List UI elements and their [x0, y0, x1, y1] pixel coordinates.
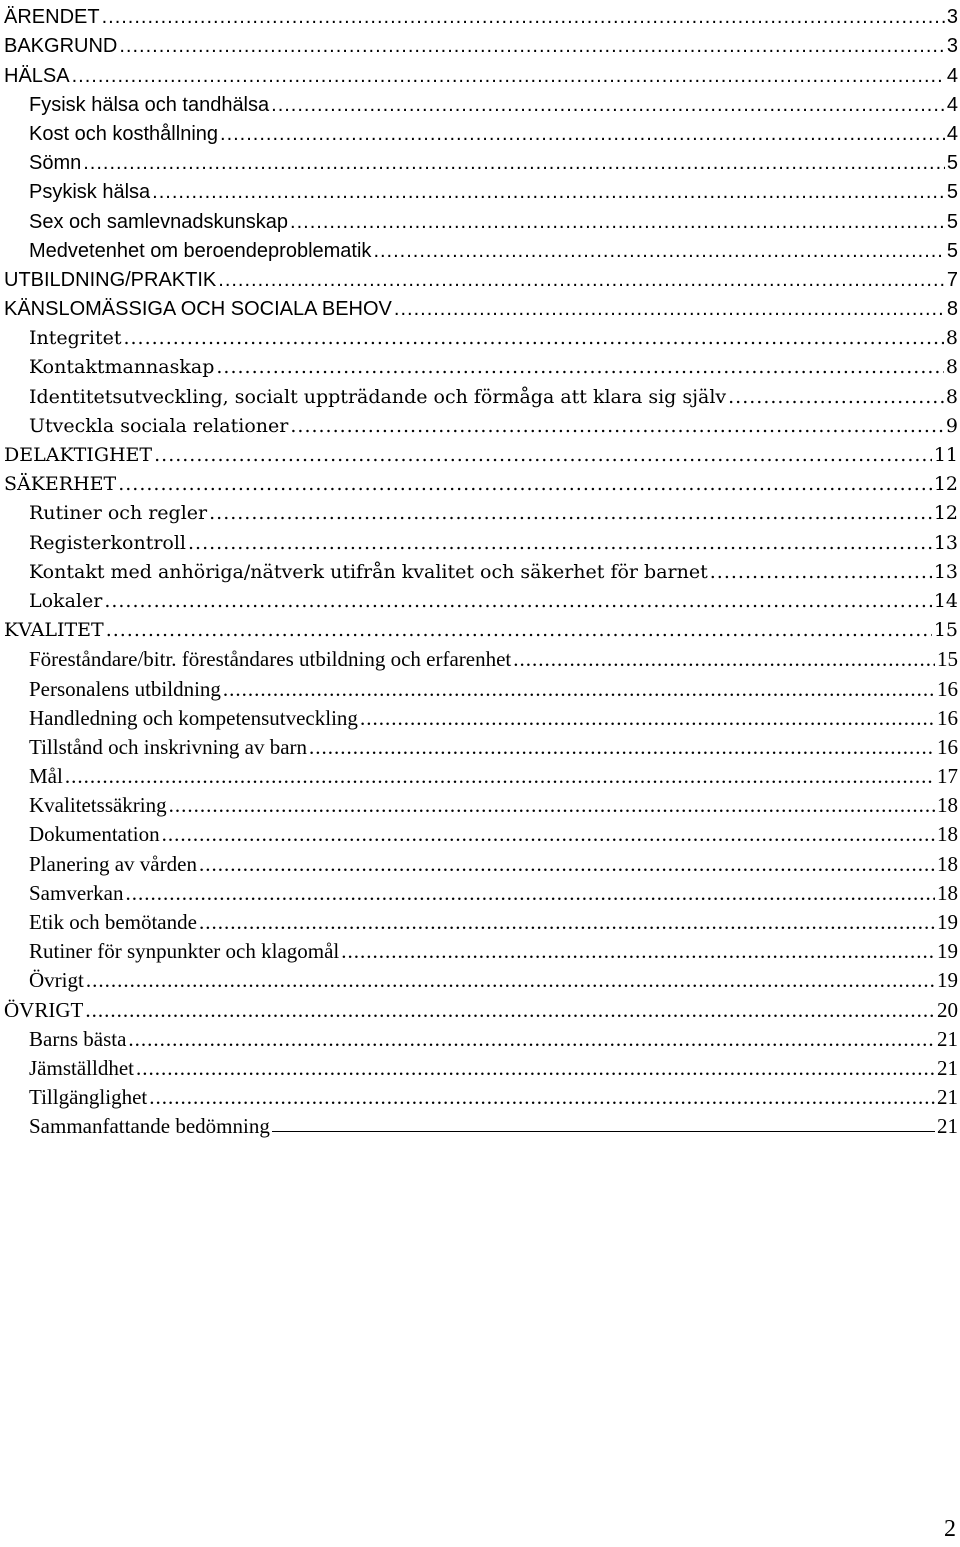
- toc-entry[interactable]: [4, 1080, 958, 1109]
- toc-entry[interactable]: [4, 642, 958, 671]
- toc-entry[interactable]: [4, 146, 958, 175]
- toc-entry-title: Sammanfattande bedömning: [29, 1114, 270, 1139]
- toc-leader: [199, 852, 935, 876]
- toc-entry-title: Sex och samlevnadskunskap: [29, 210, 289, 233]
- toc-leader: [85, 998, 935, 1022]
- toc-entry-page: 21: [937, 1026, 958, 1051]
- toc-entry-page: 13: [933, 560, 958, 583]
- toc-entry-title: Fysisk hälsa och tandhälsa: [29, 93, 270, 116]
- toc-leader: [360, 706, 935, 730]
- toc-entry-title: UTBILDNING/PRAKTIK: [4, 268, 217, 291]
- toc-entry-title: BAKGRUND: [4, 35, 118, 58]
- toc-leader: [106, 618, 932, 642]
- toc-entry-page: 18: [937, 851, 958, 876]
- toc-leader: [83, 151, 945, 175]
- toc-entry-page: 5: [946, 210, 958, 233]
- toc-entry-title: Samverkan: [29, 880, 124, 905]
- toc-entry[interactable]: [4, 263, 958, 292]
- toc-leader: [119, 34, 945, 58]
- toc-entry-page: 21: [937, 1114, 958, 1139]
- toc-leader: [72, 64, 945, 88]
- toc-entry[interactable]: [4, 292, 958, 321]
- toc-entry[interactable]: [4, 467, 958, 496]
- toc-entry[interactable]: [4, 496, 958, 525]
- toc-leader: [218, 268, 945, 292]
- toc-entry-page: 14: [933, 589, 958, 612]
- toc-entry-title: Jämställdhet: [29, 1055, 134, 1080]
- toc-leader: [223, 677, 935, 701]
- toc-entry-title: Handledning och kompetensutveckling: [29, 705, 358, 730]
- toc-entry-page: 12: [933, 473, 958, 496]
- toc-leader: [123, 326, 943, 350]
- toc-entry-title: Föreståndare/bitr. föreståndares utbildning och erfarenhet: [29, 647, 512, 672]
- toc-entry[interactable]: [4, 584, 958, 613]
- toc-leader: [104, 589, 932, 613]
- toc-entry-page: 16: [937, 676, 958, 701]
- toc-entry-page: 7: [946, 268, 958, 291]
- toc-entry-page: 8: [945, 356, 958, 379]
- toc-entry-page: 16: [937, 734, 958, 759]
- toc-entry[interactable]: [4, 88, 958, 117]
- toc-entry-page: 19: [937, 910, 958, 934]
- toc-entry-title: Kontakt med anhöriga/nätverk utifrån kvalitet och säkerhet för barnet: [29, 560, 708, 583]
- toc-entry[interactable]: [4, 350, 958, 379]
- toc-entry-page: 5: [946, 152, 958, 175]
- toc-entry-page: 4: [946, 122, 958, 145]
- toc-entry[interactable]: [4, 525, 958, 554]
- toc-entry-page: 5: [946, 181, 958, 204]
- toc-entry-title: KÄNSLOMÄSSIGA OCH SOCIALA BEHOV: [4, 298, 392, 321]
- toc-leader: [188, 531, 932, 555]
- table-of-contents: [4, 0, 958, 1138]
- toc-entry[interactable]: [4, 963, 958, 992]
- toc-leader: [86, 968, 935, 992]
- toc-entry-title: Tillstånd och inskrivning av barn: [29, 734, 308, 759]
- toc-entry-title: Personalens utbildning: [29, 676, 221, 701]
- toc-leader: [290, 210, 945, 234]
- toc-entry[interactable]: [4, 759, 958, 788]
- toc-leader: [290, 414, 944, 438]
- toc-entry-title: SÄKERHET: [4, 473, 117, 496]
- toc-leader: [710, 560, 932, 584]
- toc-entry-title: ÄRENDET: [4, 6, 100, 29]
- toc-entry[interactable]: [4, 175, 958, 204]
- toc-leader: [209, 501, 932, 525]
- toc-entry[interactable]: [4, 204, 958, 233]
- toc-leader: [309, 735, 935, 759]
- toc-entry[interactable]: [4, 671, 958, 700]
- toc-entry-title: Utveckla sociala relationer: [29, 414, 289, 437]
- toc-leader: [220, 122, 945, 146]
- toc-entry[interactable]: [4, 730, 958, 759]
- toc-entry[interactable]: [4, 905, 958, 934]
- toc-entry[interactable]: [4, 701, 958, 730]
- toc-leader: [216, 355, 944, 379]
- toc-entry-title: DELAKTIGHET: [4, 444, 153, 466]
- toc-entry[interactable]: [4, 817, 958, 846]
- toc-entry-title: Rutiner för synpunkter och klagomål: [29, 939, 340, 964]
- toc-entry-title: Psykisk hälsa: [29, 181, 151, 204]
- toc-entry-page: 12: [933, 502, 958, 525]
- toc-entry-title: Mål: [29, 764, 63, 789]
- toc-leader: [136, 1056, 935, 1080]
- toc-entry-title: Identitetsutveckling, socialt uppträdande och förmåga att klara sig själv: [29, 385, 727, 408]
- toc-entry[interactable]: [4, 934, 958, 963]
- toc-entry-page: 18: [937, 880, 958, 905]
- toc-entry-page: 8: [946, 298, 958, 321]
- toc-leader: [341, 939, 935, 963]
- toc-leader: [118, 472, 932, 496]
- toc-entry-title: Rutiner och regler: [29, 502, 208, 525]
- toc-entry-page: 3: [946, 35, 958, 58]
- toc-entry-page: 5: [946, 239, 958, 262]
- toc-entry[interactable]: [4, 876, 958, 905]
- toc-entry[interactable]: [4, 846, 958, 875]
- toc-leader: [154, 443, 932, 467]
- toc-entry-title: Kontaktmannaskap: [29, 356, 215, 379]
- toc-entry[interactable]: [4, 29, 958, 58]
- toc-entry[interactable]: [4, 992, 958, 1021]
- toc-entry[interactable]: [4, 1109, 958, 1138]
- toc-entry-page: 17: [937, 764, 958, 789]
- toc-entry[interactable]: [4, 1022, 958, 1051]
- toc-leader: [162, 822, 935, 846]
- toc-entry-title: KVALITET: [4, 619, 104, 642]
- toc-entry-title: Etik och bemötande: [29, 910, 197, 934]
- toc-entry-page: 4: [946, 93, 958, 116]
- toc-entry-page: 16: [937, 705, 958, 730]
- toc-leader: [152, 180, 945, 204]
- toc-entry-title: HÄLSA: [4, 64, 70, 87]
- toc-entry[interactable]: [4, 0, 958, 29]
- toc-entry[interactable]: [4, 234, 958, 263]
- toc-entry[interactable]: [4, 788, 958, 817]
- toc-entry-page: 8: [945, 327, 958, 350]
- toc-leader: [373, 239, 944, 263]
- toc-leader: [272, 1119, 935, 1132]
- toc-entry-page: 20: [937, 997, 958, 1022]
- toc-entry[interactable]: [4, 438, 958, 467]
- toc-entry[interactable]: [4, 379, 958, 408]
- toc-entry[interactable]: [4, 613, 958, 642]
- toc-entry-page: 21: [937, 1055, 958, 1080]
- toc-entry-page: 21: [937, 1085, 958, 1110]
- toc-entry-title: Kvalitetssäkring: [29, 793, 167, 818]
- toc-leader: [128, 1027, 935, 1051]
- toc-entry-page: 3: [946, 6, 958, 29]
- toc-entry-page: 19: [937, 968, 958, 993]
- toc-entry[interactable]: [4, 555, 958, 584]
- toc-entry-title: ÖVRIGT: [4, 997, 84, 1022]
- toc-entry-title: Lokaler: [29, 589, 103, 612]
- toc-entry-title: Övrigt: [29, 968, 84, 993]
- toc-entry-page: 11: [933, 444, 958, 466]
- toc-leader: [271, 93, 945, 117]
- toc-leader: [728, 385, 944, 409]
- toc-entry-title: Barns bästa: [29, 1026, 127, 1051]
- toc-entry-page: 19: [937, 939, 958, 964]
- toc-entry[interactable]: [4, 1051, 958, 1080]
- toc-entry[interactable]: [4, 117, 958, 146]
- toc-entry-title: Sömn: [29, 152, 82, 175]
- toc-entry-title: Planering av vården: [29, 851, 197, 876]
- toc-entry-title: Kost och kosthållning: [29, 122, 219, 145]
- toc-leader: [394, 297, 945, 321]
- toc-entry[interactable]: [4, 58, 958, 87]
- toc-entry-page: 4: [946, 64, 958, 87]
- toc-entry-page: 18: [937, 822, 958, 847]
- toc-entry-title: Medvetenhet om beroendeproblematik: [29, 239, 372, 262]
- toc-leader: [102, 5, 945, 29]
- toc-entry-page: 18: [937, 793, 958, 818]
- toc-leader: [169, 793, 935, 817]
- toc-entry-page: 13: [933, 531, 958, 554]
- toc-leader: [125, 881, 935, 905]
- toc-entry-title: Dokumentation: [29, 822, 160, 847]
- toc-entry[interactable]: [4, 409, 958, 438]
- toc-entry-title: Tillgänglighet: [29, 1085, 148, 1110]
- toc-entry-page: 15: [937, 647, 958, 672]
- toc-entry-page: 8: [945, 385, 958, 408]
- toc-entry-page: 15: [933, 619, 958, 642]
- toc-entry-title: Integritet: [29, 327, 122, 350]
- toc-leader: [199, 910, 935, 934]
- toc-entry-page: 9: [945, 414, 958, 437]
- toc-leader: [513, 647, 935, 671]
- toc-entry[interactable]: [4, 321, 958, 350]
- toc-leader: [65, 764, 935, 788]
- toc-entry-title: Registerkontroll: [29, 531, 187, 554]
- toc-leader: [149, 1085, 935, 1109]
- page-number: 2: [944, 1516, 956, 1542]
